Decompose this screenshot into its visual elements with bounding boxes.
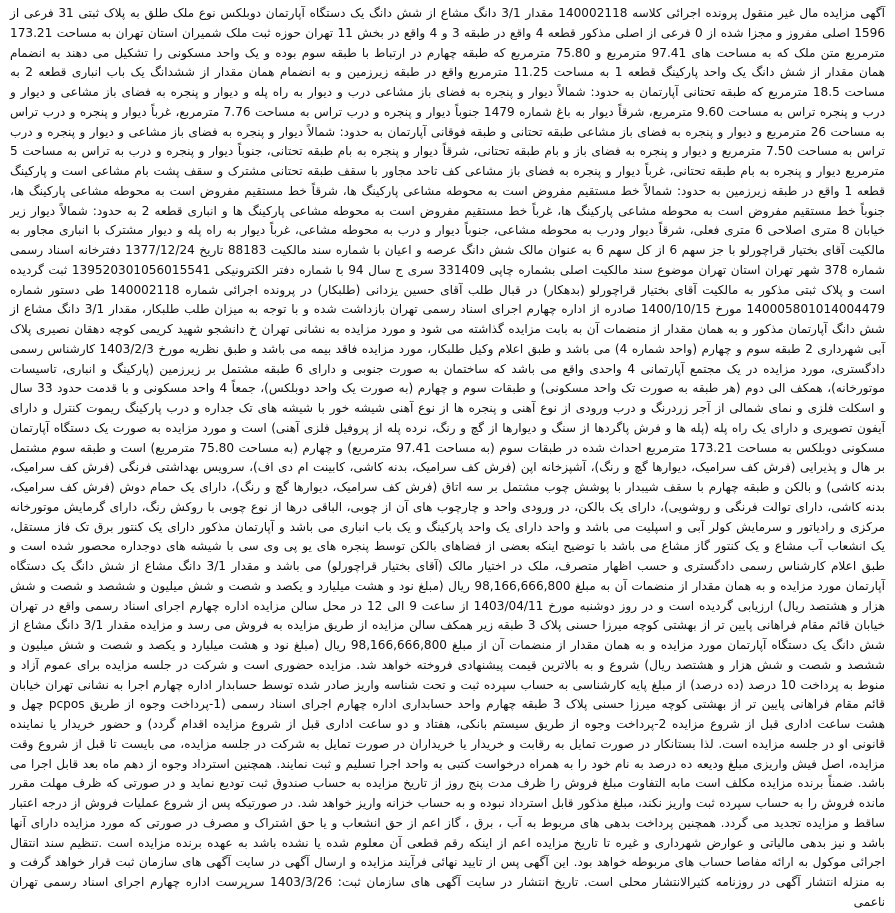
auction-notice-text: آگهی مزایده مال غیر منقول پرونده اجرائی کلاسه 140002118 مقدار 3/1 دانگ مشاع از شش دانگ یک دستگاه آپارتمان دوبلکس نوع ملک طلق به پلاک ثبتی 31 فرعی از 1596 اصلی مفروز و مجزا شده از 0 فرعی از اصلی مذکور قطعه 4 واقع در طبقه 3 و 4 واقع در بخش 11 تهران حوزه ثبت ملک شمیران استان تهران به مساحت 173.21 مترمربع متن ملک که به مساحت های 97.41 مترمربع و 75.80 مترمربع که طبقه چهارم در ارتباط با طبقه سوم بوده و یک واحد مسکونی را تشکیل می دهند به انضمام همان مقدار از شش دانگ یک واحد پارکینگ قطعه 1 به مساحت 11.25 مترمربع واقع در طبقه زیرزمین و به انضمام همان مقدار از ششدانگ یک باب انباری قطعه 2 به مساحت 18.5 مترمربع که طبقه تحتانی آپارتمان به حدود: شمالاً دیوار و پنجره به فضای باز مشاعی درب و دیوار به راه پله و دیوار و پنجره به فضای باز مشاعی و دیوار و درب و پنجره تراس به مساحت 9.60 مترمربع، شرقاً دیوار به باغ شماره 1479 جنوباً دیوار و پنجره و درب تراس به مساحت 7.76 مترمربع، غرباً دیوار و پنجره و درب تراس به مساحت 26 مترمربع و دیوار و پنجره به فضای باز مشاعی طبقه تحتانی و طبقه فوقانی آپارتمان به حدود: شمالاً دیوار و پنجره به فضای باز مشاعی و دیوار و پنجره و درب تراس به مساحت 7.50 مترمربع و دیوار و پنجره به فضای باز و بام طبقه تحتانی، شرقاً دیوار و پنجره به بام طبقه تحتانی، جنوباً دیوار و پنجره و درب به تراس به مساحت 5 مترمربع دیوار و پنجره به بام طبقه تحتانی، غرباً دیوار و پنجره به فضای باز مشاعی کف تاحد مجاور با سقف طبقه تحتانی مشترک و سقف پشت بام مشاعی است و پارکینگ قطعه 1 واقع در طبقه زیرزمین به حدود: شمالاً خط مستقیم مفروض است به محوطه مشاعی پارکینگ ها، شرقاً خط مستقیم مفروض است به محوطه مشاعی پارکینگ ها، جنوباً خط مستقیم مفروض است به محوطه مشاعی پارکینگ ها، غرباً خط مستقیم مفروض است به محوطه مشاعی پارکینگ ها و انباری قطعه 2 به حدود: شمالاً دیوار زیر خیابان 8 متری اصلاحی 6 متری فعلی، شرقاً دیوار ودرب به محوطه مشاعی، جنوباً دیوار و درب به محوطه مشاعی، غرباً دیوار به راه پله و دیوار مشترک با انباری مجاور به مالکیت آقای بختیار قراچورلو با جز سهم 6 از کل سهم 6 به عنوان مالک شش دانگ عرصه و اعیان با شماره سند مالکیت 88183 تاریخ 1377/12/24 دفترخانه اسناد رسمی شماره 378 شهر تهران استان تهران موضوع سند مالکیت اصلی بشماره چاپی 331409 سری ج سال 94 با شماره دفتر الکترونیکی 139520301056015541 ثبت گردیده است و پلاک ثبتی مذکور به مالکیت آقای بختیار قراچورلو (بدهکار) در قبال طلب آقای حسین یزدانی (طلبکار) در پرونده اجرائی شماره 140002118 طی دستور شماره 140005801014004479 مورخ 1400/10/15 صادره از اداره چهارم اجرای اسناد رسمی تهران بازداشت شده و با توجه به میزان طلب طلبکار، مقدار 3/1 دانگ مشاع از شش دانگ آپارتمان مذکور و به همان مقدار از منضمات آن به بابت مزایده گذاشته می شود و مورد مزایده به نشانی تهران خ دانشجو شهید کریمی کوچه دهقان نصیری پلاک آبی شهرداری 2 طبقه سوم و چهارم (واحد شماره 4) می باشد و طبق اعلام وکیل طلبکار، مورد مزایده فاقد بیمه می باشد و طبق نظریه مورخ 1403/2/3 کارشناس رسمی دادگستری، مورد مزایده در یک مجتمع آپارتمانی 4 واحدی واقع می باشد که ساختمان به صورت جنوبی و دارای 6 طبقه مشتمل بر زیرزمین (پارکینگ و انباری، تاسیسات موتورخانه)، همکف الی دوم (هر طبقه به صورت تک واحد مسکونی) و طبقات سوم و چهارم (به صورت یک واحد دوبلکس)، جمعاً 4 واحد مسکونی و با قدمت حدود 33 سال و اسکلت فلزی و نمای شمالی از آجر زردرنگ و درب ورودی از نوع آهنی و پنجره ها از نوع آهنی شیشه خور با شیشه های تک جداره و درب پارکینگ ریموت کنترل و دارای آیفون تصویری و دارای یک راه پله (پله ها و فرش پاگردها از سنگ و دیوارها از گچ و رنگ، نرده پله از پروفیل فلزی آهنی) است و مورد مزایده به صورت یک دستگاه آپارتمان مسکونی دوبلکس به مساحت 173.21 مترمربع احداث شده در طبقات سوم (به مساحت 97.41 مترمربع) و چهارم (به مساحت 75.80 مترمربع) است و طبقه سوم مشتمل بر هال و پذیرایی (فرش کف سرامیک، دیوارها گچ و رنگ)، آشپزخانه اپن (فرش کف سرامیک، بدنه کاشی، کابینت ام دی اف)، سرویس بهداشتی فرنگی (فرش کف سرامیک، بدنه کاشی) و بالکن و طبقه چهارم با سقف شیبدار با پوشش چوب مشتمل بر سه اتاق (فرش کف سرامیک، دیوارها گچ و رنگ)، دارای یک حمام دوش (فرش کف سرامیک، بدنه کاشی، دارای توالت فرنگی و روشویی)، دارای یک بالکن، در ورودی واحد و چارچوب های آن از چوبی، الباقی درها از نوع چوبی با روکش رنگ، دارای گرمایش موتورخانه مرکزی و رادیاتور و سرمایش کولر آبی و اسپلیت می باشد و واحد دارای یک واحد پارکینگ و یک باب انباری می باشد و آپارتمان مذکور دارای یک کنتور برق تک فاز مستقل، یک انشعاب آب مشاع و یک کنتور گاز مشاع می باشد با توضیح اینکه بعضی از فضاهای بالکن توسط پنجره های یو پی وی سی با شیشه های دوجداره محصور شده است و طبق اعلام کارشناس رسمی دادگستری و حسب اظهار متصرف، ملک در اختیار مالک (آقای بختیار قراچورلو) می باشد و مقدار 3/1 دانگ مشاع از شش دانگ یک دستگاه آپارتمان مورد مزایده و به همان مقدار از منضمات آن به مبلغ 98,166,666,800 ریال (مبلغ نود و هشت میلیارد و یکصد و شصت و شش میلیون و ششصد و شصت و شش هزار و هشتصد ریال) ارزیابی گردیده است و در روز دوشنبه مورخ 1403/04/11 از ساعت 9 الی 12 در محل سالن مزایده اداره چهارم اجرای اسناد رسمی واقع در تهران خیابان قائم مقام فراهانی پایین تر از بهشتی کوچه میرزا حسنی پلاک 3 طبقه زیر همکف سالن مزایده از طریق مزایده به فروش می رسد و مزایده مقدار 3/1 دانگ مشاع از شش دانگ یک دستگاه آپارتمان مورد مزایده و به همان مقدار از منضمات آن از مبلغ 98,166,666,800 ریال (مبلغ نود و هشت میلیارد و یکصد و شصت و شش میلیون و ششصد و شصت و شش هزار و هشتصد ریال) شروع و به بالاترین قیمت پیشنهادی فروخته خواهد شد. مزایده حضوری است و شرکت در جلسه مزایده برای عموم آزاد و منوط به پرداخت 10 درصد (ده درصد) از مبلغ پایه کارشناسی به حساب سپرده ثبت و تحت شناسه واریز صادر شده توسط حسابدار اداره چهارم اجرا به نشانی تهران خیابان قائم مقام فراهانی پایین تر از بهشتی کوچه میرزا حسنی پلاک 3 طبقه چهارم واحد حسابداری اداره چهارم اجرای اسناد رسمی (1-پرداخت وجوه از طریق pcpos چهل و هشت ساعت اداری قبل از شروع مزایده 2-پرداخت وجوه از طریق سیستم بانکی، هفتاد و دو ساعت اداری قبل از شروع مزایده اقدام گردد) و حضور خریدار یا نماینده قانونی او در جلسه مزایده است. لذا بستانکار در صورت تمایل به رقابت و خریدار یا خریداران در صورت تمایل به شرکت در جلسه مزایده، می بایست تا قبل از شروع وقت مزایده، اصل فیش واریزی مبلغ ودیعه ده درصد به نام خود را به همراه درخواست کتبی به واحد اجرا تسلیم و ثبت نمایند. همچنین استرداد وجوه از دهم ماه بعد قابل اجرا می باشد. ضمناً برنده مزایده مکلف است مابه التفاوت مبلغ فروش را ظرف مدت پنج روز از تاریخ مزایده به حساب صندوق ثبت تودیع نماید و در صورتی که ظرف مهلت مقرر مانده فروش را به حساب سپرده ثبت واریز نکند، مبلغ مذکور قابل استرداد نبوده و به حساب خزانه واریز خواهد شد. در صورتیکه پس از شروع عملیات فروش از درجه اعتبار ساقط و مزایده تجدید می گردد. همچنین پرداخت بدهی های مربوط به آب ، برق ، گاز اعم از حق انشعاب و یا حق اشتراک و مصرف در صورتی که مورد مزایده دارای آنها باشد و نیز بدهی مالیاتی و عوارض شهرداری و غیره تا تاریخ مزایده اعم از اینکه رقم قطعی آن معلوم شده یا نشده باشد به عهده برنده مزایده است .تنظیم سند انتقال اجرائی موکول به ارائه مفاصا حساب های مربوطه خواهد بود. این آگهی پس از تایید نهائی فرآیند مزایده و ارسال آگهی در سایت آگهی های سازمان ثبت قرار خواهد گرفت و به منزله انتشار آگهی در روزنامه کثیرالانتشار محلی است. تاریخ انتشار در سایت آگهی های سازمان ثبت: 1403/3/26 سرپرست اداره چهارم اجرای اسناد رسمی تهران ناعمی	[10, 6, 886, 909]
